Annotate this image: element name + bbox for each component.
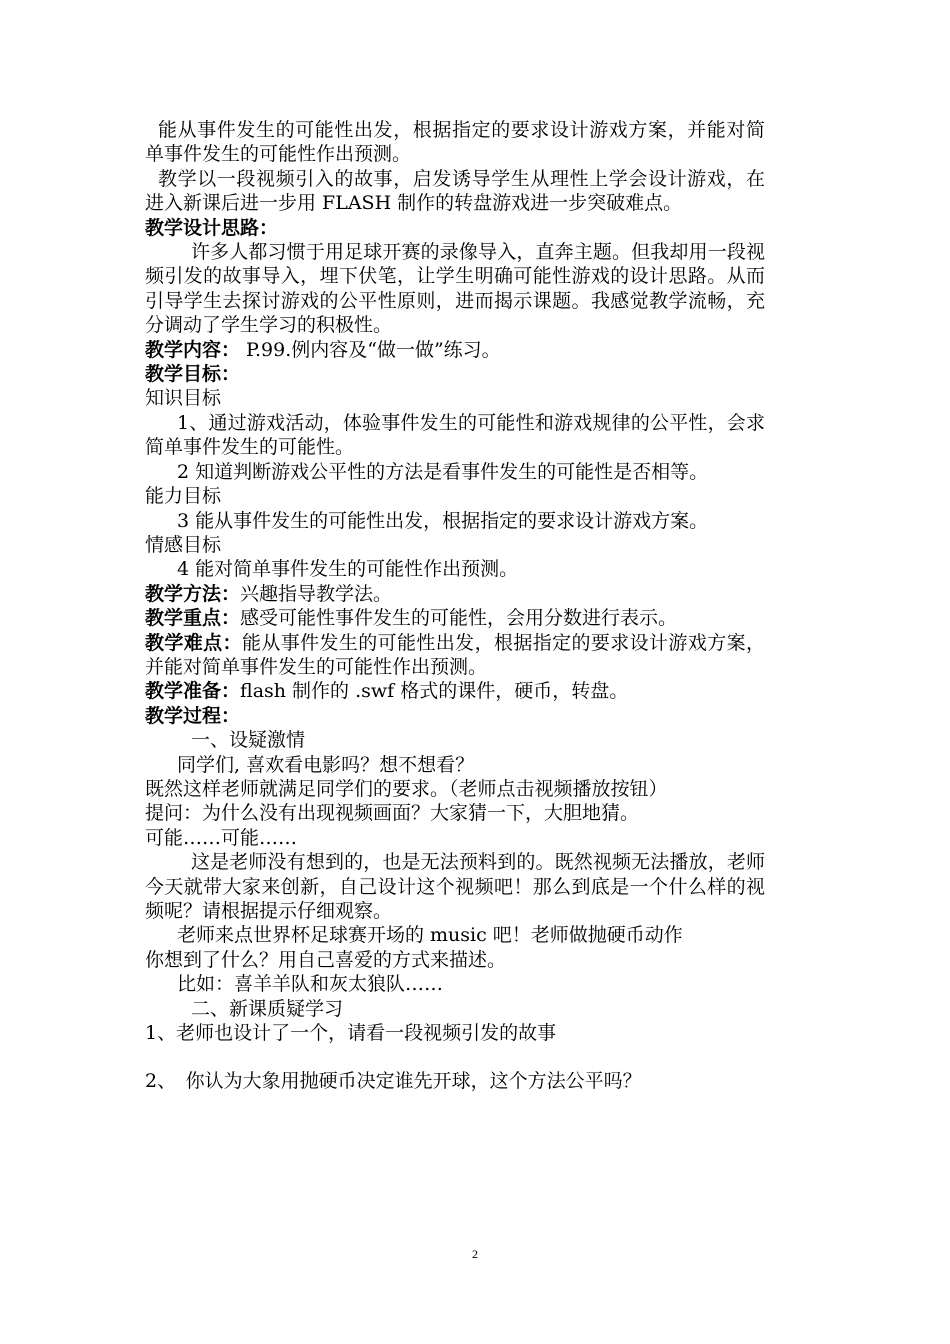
difficulty-label: 教学难点： (145, 631, 242, 654)
step-1-line-3: 提问：为什么没有出现视频画面？大家猜一下，大胆地猜。 (145, 802, 640, 825)
method-label: 教学方法： (145, 582, 241, 605)
document-body (145, 118, 765, 1094)
step-1-line-5: 这是老师没有想到的，也是无法预料到的。既然视频无法播放，老师今天就带大家来创新，自己设计这个视频吧！那么到底是一个什么样的视频呢？请根据提示仔细观察。 (145, 851, 765, 922)
intro-paragraph-2: 教学以一段视频引入的故事，启发诱导学生从理性上学会设计游戏，在进入新课后进一步用 FLASH 制作的转盘游戏进一步突破难点。 (145, 167, 765, 215)
intro-paragraph-1: 能从事件发生的可能性出发，根据指定的要求设计游戏方案，并能对简单事件发生的可能性作出预测。 (145, 119, 765, 166)
design-paragraph: 许多人都习惯于用足球开赛的录像导入，直奔主题。但我却用一段视频引发的故事导入，埋下伏笔，让学生明确可能性游戏的设计思路。从而引导学生去探讨游戏的公平性原则，进而揭示课题。我感觉教学流畅，充分调动了学生学习的积极性。 (145, 241, 765, 337)
step-1-line-6: 老师来点世界杯足球赛开场的 music 吧！老师做抛硬币动作 (177, 924, 683, 947)
step-2-line-2: 2、 你认为大象用抛硬币决定谁先开球，这个方法公平吗？ (145, 1070, 642, 1093)
prep-line (145, 679, 765, 703)
content-line (145, 338, 765, 362)
page-number: 2 (472, 1247, 478, 1261)
goal-4: 4 能对简单事件发生的可能性作出预测。 (177, 558, 519, 581)
process-heading: 教学过程： (145, 704, 241, 727)
step-2-line-1: 1、老师也设计了一个，请看一段视频引发的故事 (145, 1022, 557, 1045)
key-line (145, 606, 765, 630)
goals-heading: 教学目标： (145, 363, 241, 386)
method-line (145, 582, 765, 606)
blank-line (145, 1045, 765, 1069)
content-label: 教学内容： (145, 338, 241, 361)
key-text: 感受可能性事件发生的可能性，会用分数进行表示。 (240, 607, 678, 630)
method-text: 兴趣指导教学法。 (240, 582, 393, 605)
goal-1: 1、通过游戏活动，体验事件发生的可能性和游戏规律的公平性，会求简单事件发生的可能性。 (145, 411, 765, 459)
difficulty-line (145, 631, 765, 680)
prep-label: 教学准备： (145, 680, 241, 703)
content-text: P.99.例内容及“做一做”练习。 (240, 338, 501, 361)
key-label: 教学重点： (145, 607, 241, 630)
knowledge-goal-label: 知识目标 (145, 387, 222, 410)
ability-goal-label: 能力目标 (145, 485, 222, 508)
prep-text: flash 制作的 .swf 格式的课件，硬币，转盘。 (240, 680, 629, 703)
step-1-title: 一、设疑激情 (191, 729, 306, 752)
emotion-goal-label: 情感目标 (145, 533, 222, 556)
design-heading: 教学设计思路： (145, 216, 279, 239)
step-1-line-7: 你想到了什么？用自己喜爱的方式来描述。 (145, 948, 507, 971)
goal-3: 3 能从事件发生的可能性出发，根据指定的要求设计游戏方案。 (177, 509, 709, 532)
step-1-line-4: 可能……可能…… (145, 826, 298, 849)
step-1-line-1: 同学们, 喜欢看电影吗？想不想看？ (177, 753, 475, 776)
step-1-line-2: 既然这样老师就满足同学们的要求。（老师点击视频播放按钮） (145, 777, 668, 800)
step-2-title: 二、新课质疑学习 (191, 997, 344, 1020)
goal-2: 2 知道判断游戏公平性的方法是看事件发生的可能性是否相等。 (177, 460, 709, 483)
step-1-line-8: 比如：喜羊羊队和灰太狼队…… (177, 973, 444, 996)
difficulty-text: 能从事件发生的可能性出发，根据指定的要求设计游戏方案，并能对简单事件发生的可能性作出预测。 (145, 631, 765, 678)
